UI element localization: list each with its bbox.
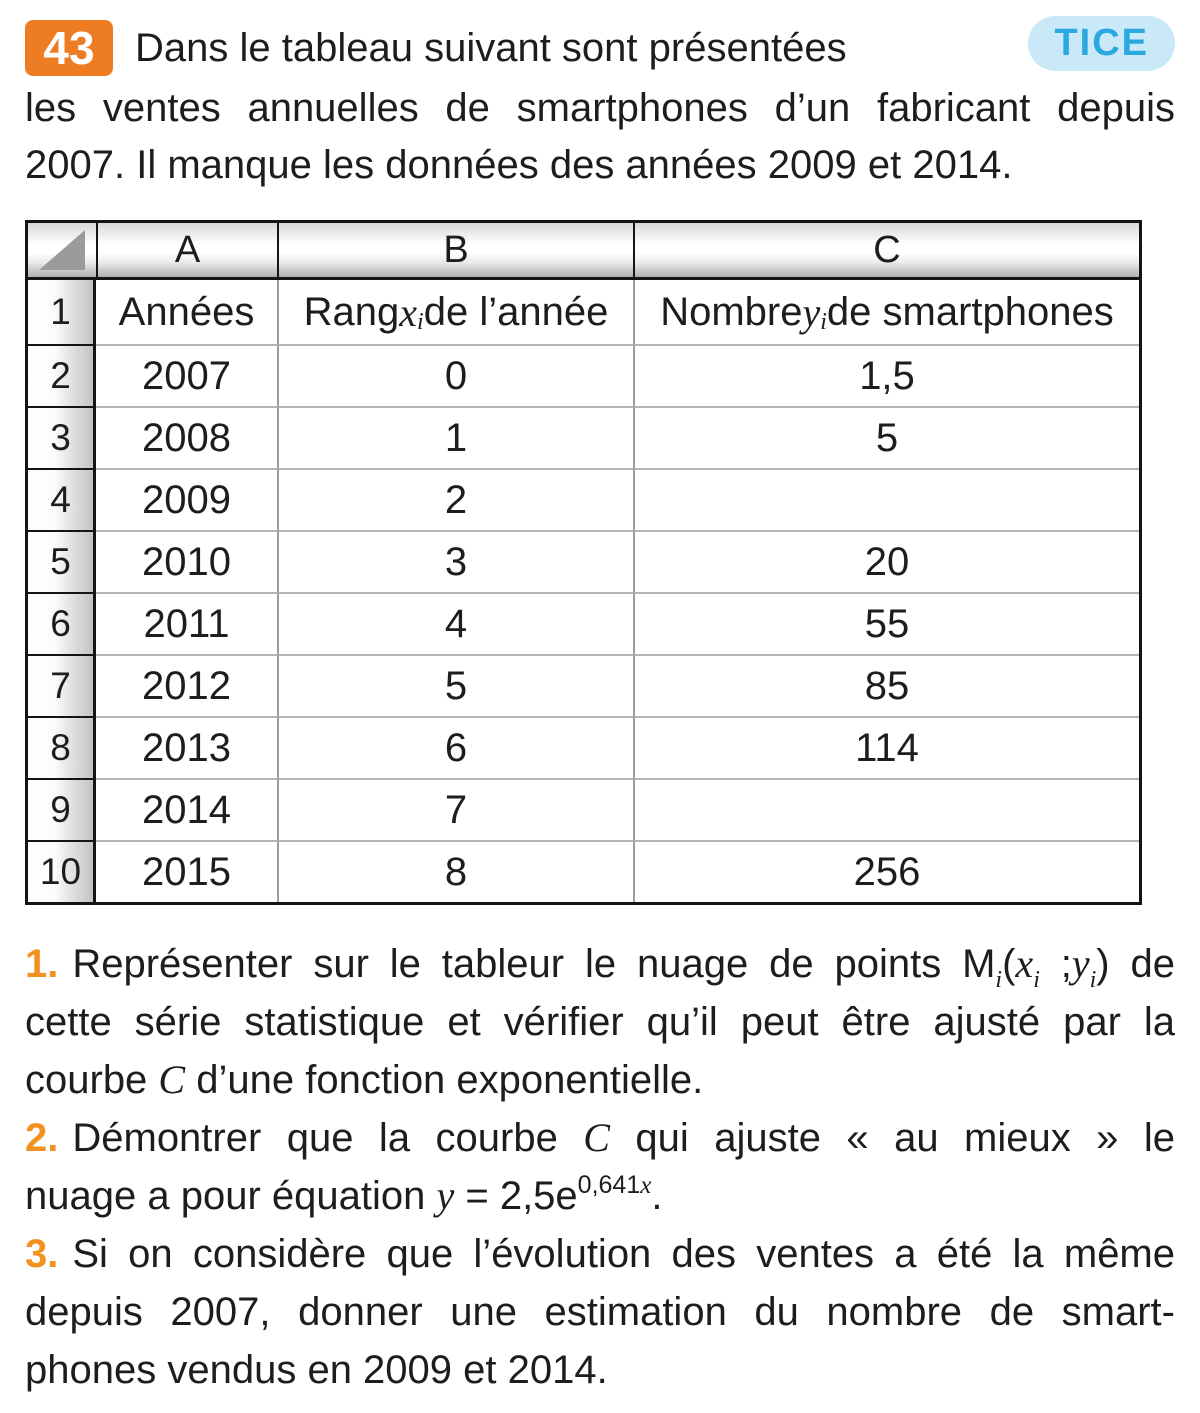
year-cell: 2007	[96, 344, 277, 406]
year-cell: 2012	[96, 654, 277, 716]
tice-badge: TICE	[1028, 16, 1175, 71]
question-1-line-3	[25, 1051, 1175, 1109]
equation-text: = 2,5e	[454, 1174, 578, 1218]
curve-symbol: C	[158, 1057, 186, 1102]
question-2-number: 2.	[25, 1116, 59, 1160]
question-1-line-2: cette série statistique et vérifier qu’il peut être ajusté par la	[25, 1000, 1175, 1044]
label-text: de smartphones	[826, 289, 1114, 334]
question-text: nuage a pour équation	[25, 1174, 437, 1218]
curve-symbol: C	[583, 1115, 610, 1160]
math-var-x: x	[1015, 941, 1034, 986]
rank-cell: 0	[277, 344, 633, 406]
row-header: 1	[28, 280, 96, 344]
year-cell: 2013	[96, 716, 277, 778]
rank-cell: 1	[277, 406, 633, 468]
question-text: ) de	[1096, 942, 1175, 986]
question-3-line-3: phones vendus en 2009 et 2014.	[25, 1348, 608, 1392]
math-var-x: x	[399, 289, 418, 335]
question-1-line-1	[25, 935, 1175, 993]
row-header: 2	[28, 344, 96, 406]
question-text: courbe	[25, 1058, 159, 1102]
rank-cell: 2	[277, 468, 633, 530]
row-header: 9	[28, 778, 96, 840]
year-cell: 2010	[96, 530, 277, 592]
intro-line-2: les ventes annuelles de smartphones d’un fabricant depuis	[25, 86, 1175, 130]
math-var-y: y	[1071, 941, 1090, 986]
intro-line-1	[25, 16, 1175, 80]
select-all-cell	[28, 223, 96, 280]
question-3-line-1	[25, 1225, 1175, 1283]
corner-triangle-icon	[39, 230, 85, 270]
row-header: 4	[28, 468, 96, 530]
rank-cell: 3	[277, 530, 633, 592]
title-cell-rang: Rang x i de l’année	[277, 280, 633, 344]
question-2-line-2	[25, 1167, 1175, 1225]
question-text: Démontrer que la courbe	[72, 1116, 584, 1160]
math-var-x: x	[640, 1172, 652, 1199]
question-1-number: 1.	[25, 942, 59, 986]
row-header: 3	[28, 406, 96, 468]
year-cell: 2011	[96, 592, 277, 654]
math-sub-i: i	[1033, 967, 1040, 993]
question-text: d’une fonction exponentielle.	[185, 1058, 704, 1102]
rank-cell: 7	[277, 778, 633, 840]
row-header: 7	[28, 654, 96, 716]
year-cell: 2015	[96, 840, 277, 902]
count-cell: 85	[633, 654, 1139, 716]
questions-block	[25, 935, 1175, 1399]
rank-cell: 5	[277, 654, 633, 716]
column-header-c: C	[633, 223, 1139, 280]
title-cell-annees: Années	[118, 289, 255, 334]
math-var-y: y	[802, 289, 821, 335]
question-text: ;	[1039, 942, 1072, 986]
rank-cell: 4	[277, 592, 633, 654]
year-cell: 2008	[96, 406, 277, 468]
intro-text-1: Dans le tableau suivant sont présentées	[135, 25, 847, 70]
intro-line-3: 2007. Il manque les données des années 2009 et 2014.	[25, 143, 1013, 187]
column-header-a: A	[96, 223, 277, 280]
question-text: Représenter sur le tableur le nuage de points M	[72, 942, 996, 986]
count-cell: 1,5	[633, 344, 1139, 406]
row-header: 8	[28, 716, 96, 778]
spreadsheet-table	[25, 220, 1142, 905]
math-sub-i: i	[995, 967, 1003, 993]
rank-cell: 8	[277, 840, 633, 902]
rank-cell: 6	[277, 716, 633, 778]
math-sub-i: i	[1089, 967, 1097, 993]
exercise-intro	[25, 16, 1175, 194]
exponent	[578, 1171, 652, 1199]
row-header: 6	[28, 592, 96, 654]
count-cell: 5	[633, 406, 1139, 468]
question-3-line-2: depuis 2007, donner une estimation du nombre de smart-	[25, 1290, 1175, 1334]
year-cell: 2014	[96, 778, 277, 840]
exponent-coef: 0,641	[577, 1171, 641, 1199]
label-text: Nombre	[660, 289, 803, 334]
question-3-number: 3.	[25, 1232, 59, 1276]
count-cell: 55	[633, 592, 1139, 654]
count-cell: 20	[633, 530, 1139, 592]
count-cell: 114	[633, 716, 1139, 778]
label-text: de l’année	[423, 289, 609, 334]
count-cell	[633, 468, 1139, 530]
exercise-number-badge: 43	[25, 20, 113, 76]
year-cell: 2009	[96, 468, 277, 530]
question-text: Si on considère que l’évolution des ventes a été la même	[72, 1232, 1175, 1276]
row-header: 5	[28, 530, 96, 592]
title-cell-nombre: Nombre y i de smartphones	[633, 280, 1139, 344]
math-var-y: y	[436, 1173, 455, 1218]
question-text: (	[1002, 942, 1016, 986]
label-text: Rang	[303, 289, 400, 334]
question-2-line-1	[25, 1109, 1175, 1167]
question-text: .	[651, 1174, 663, 1218]
column-header-b: B	[277, 223, 633, 280]
count-cell: 256	[633, 840, 1139, 902]
question-text: qui ajuste « au mieux » le	[609, 1116, 1175, 1160]
row-header: 10	[28, 840, 96, 902]
count-cell	[633, 778, 1139, 840]
